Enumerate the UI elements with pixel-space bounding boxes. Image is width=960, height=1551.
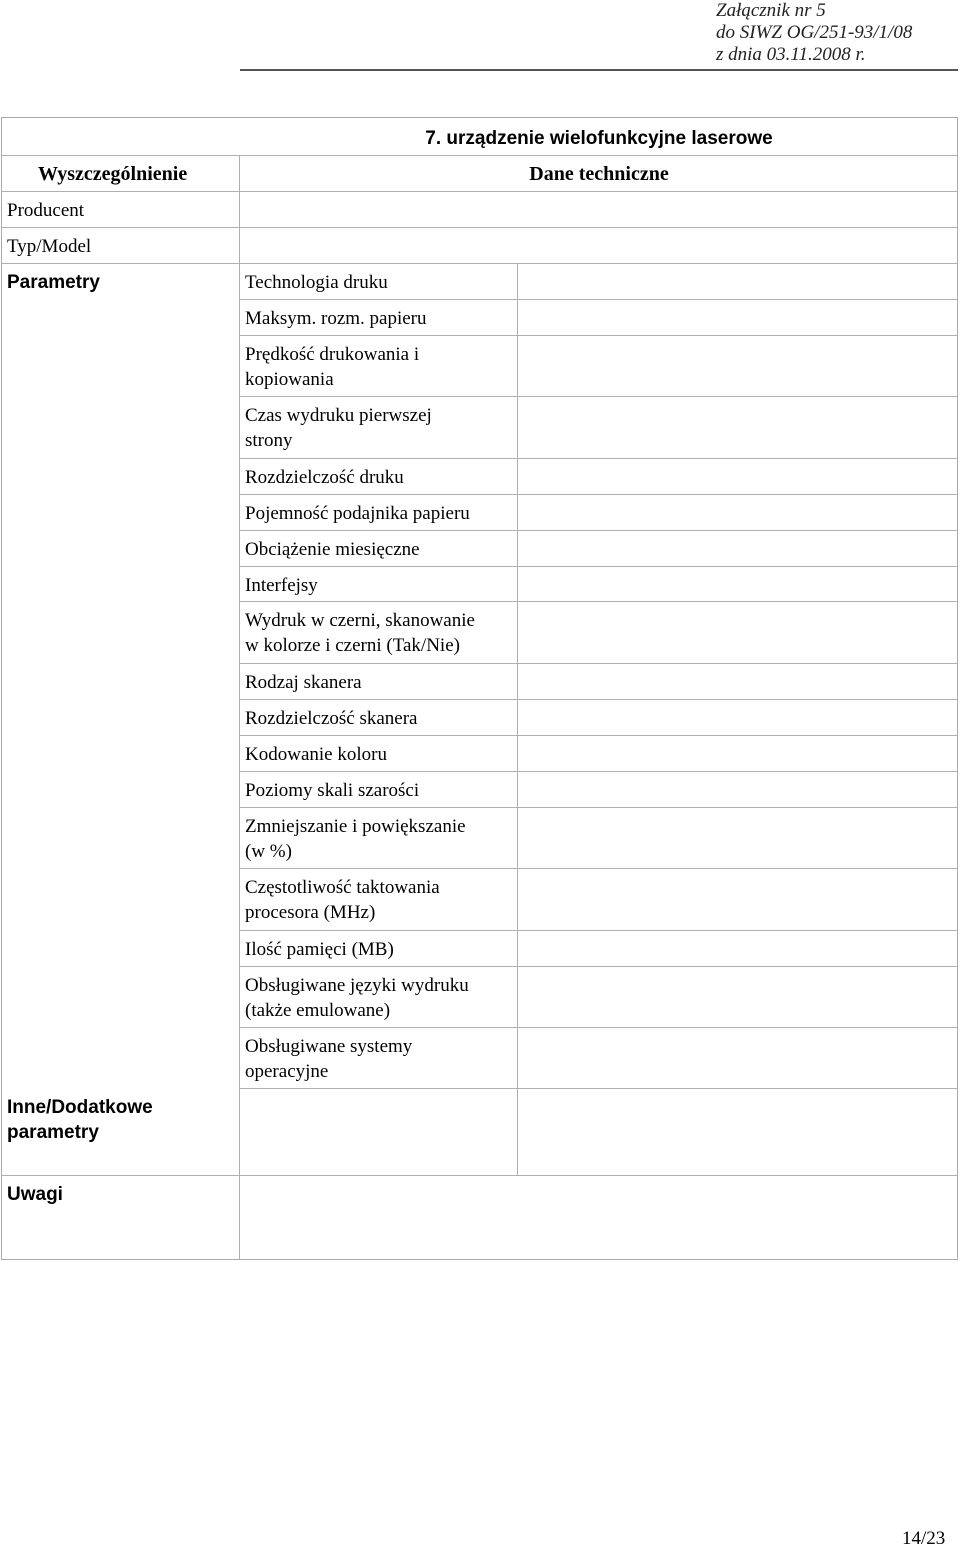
column-divider: [517, 263, 518, 1175]
header-divider: [240, 69, 958, 71]
row-divider: [240, 601, 958, 602]
param-label: Wydruk w czerni, skanowanie w kolorze i czerni (Tak/Nie): [245, 610, 475, 656]
row-divider: [1, 227, 958, 228]
row-divider: [240, 335, 958, 336]
param-label: Interfejsy: [245, 575, 318, 596]
row-divider: [1, 1175, 958, 1176]
param-label: Rodzaj skanera: [245, 672, 362, 693]
row-divider: [1, 191, 958, 192]
label-parametry: Parametry: [7, 272, 100, 293]
col-header-wyszczegolnienie: Wyszczególnienie: [38, 163, 188, 185]
param-label: Prędkość drukowania i kopiowania: [245, 344, 420, 390]
param-label: Rozdzielczość druku: [245, 467, 404, 488]
param-label: Obciążenie miesięczne: [245, 539, 420, 560]
table-title: 7. urządzenie wielofunkcyjne laserowe: [425, 128, 773, 149]
header-line-2: do SIWZ OG/251-93/1/08: [716, 22, 913, 43]
column-divider: [239, 155, 240, 1260]
row-divider: [240, 530, 958, 531]
row-divider: [1, 155, 958, 156]
param-label: Czas wydruku pierwszej strony: [245, 405, 432, 451]
param-label: Maksym. rozm. papieru: [245, 308, 427, 329]
row-divider: [240, 663, 958, 664]
param-label: Ilość pamięci (MB): [245, 939, 394, 960]
row-divider: [240, 494, 958, 495]
param-label: Obsługiwane języki wydruku (także emulowane): [245, 975, 469, 1021]
col-header-dane-techniczne: Dane techniczne: [529, 163, 669, 185]
row-divider: [240, 735, 958, 736]
param-label: Technologia druku: [245, 272, 388, 293]
label-typ-model: Typ/Model: [7, 236, 92, 257]
label-uwagi: Uwagi: [7, 1184, 63, 1205]
label-producent: Producent: [7, 200, 85, 221]
row-divider: [240, 1027, 958, 1028]
row-divider: [240, 868, 958, 869]
row-divider: [240, 1088, 958, 1089]
header-line-3: z dnia 03.11.2008 r.: [716, 44, 866, 65]
param-label: Kodowanie koloru: [245, 744, 387, 765]
row-divider: [240, 930, 958, 931]
row-divider: [240, 396, 958, 397]
row-divider: [240, 771, 958, 772]
param-label: Obsługiwane systemy operacyjne: [245, 1036, 413, 1082]
row-divider: [240, 966, 958, 967]
page-number: 14/23: [902, 1528, 946, 1549]
param-label: Poziomy skali szarości: [245, 780, 420, 801]
param-label: Pojemność podajnika papieru: [245, 503, 470, 524]
param-label: Częstotliwość taktowania procesora (MHz): [245, 877, 440, 923]
row-divider: [240, 807, 958, 808]
attachment-header: [716, 0, 956, 66]
label-inne-dodatkowe: Inne/Dodatkowe parametry: [7, 1097, 153, 1143]
row-divider: [240, 699, 958, 700]
row-divider: [1, 263, 958, 264]
param-label: Rozdzielczość skanera: [245, 708, 418, 729]
header-line-1: Załącznik nr 5: [716, 0, 826, 21]
row-divider: [240, 458, 958, 459]
row-divider: [240, 299, 958, 300]
row-divider: [240, 566, 958, 567]
param-label: Zmniejszanie i powiększanie (w %): [245, 816, 466, 862]
